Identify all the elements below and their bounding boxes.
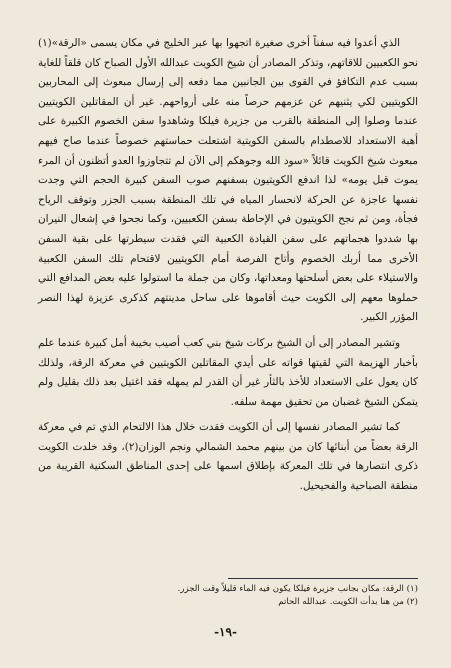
- page-number: -١٩-: [214, 625, 237, 639]
- paragraph-1: الذي أعدوا فيه سفناً أخرى صغيرة اتجهوا بها عبر الخليج في مكان يسمى «الرقة»(١) نحو الكعبيين للاقاتهم، وتذكر المصادر أن شيخ الكويت عبدالله الأول الصباح كان قلقاً للغاية بسبب عدم التكافؤ في القوى بين الجانبين مما دفعه إلى إرسال مبعوث إلى المحاربين الكويتيين لكي يثنيهم عن عزمهم حرصاً منه على أرواحهم. غير أن المقاتلين الكويتيين عندما وصلوا إلى المنطقة بالقرب من جزيرة فيلكا وشاهدوا سفن الخصوم الكبيرة على أهبة الاستعداد للاصطدام بالسفن الكويتية اشتعلت حماستهم خصوصاً عندما صاح فيهم مبعوث شيخ الكويت قائلاً «سود الله وجوهكم إلى الآن لم تتجاوزوا العدو أتظنون أن المرء يموت قبل يومه» لذا اندفع الكويتيون بسفنهم صوب السفن كبيرة الحجم التي وجدت نفسها عاجزة عن الحركة لانحسار المياه في تلك المنطقة بسبب الجزر وتوقف الرياح فجأة، ومن ثم نجح الكويتيون في الإحاطة بسفن الكعبيين، وكما نجحوا في إشعال النيران بها شددوا هجماتهم على سفن القيادة الكعبية التي فقدت سيطرتها على بقية السفن الأخرى مما أربك الخصوم وأتاح الفرصة أمام الكويتيين لاقتحام تلك السفن الكعبية والاستيلاء على بعض أسلحتها ومعداتها، وكان من جملة ما استولوا عليه بعض المدافع التي حملوها معهم إلى الكويت حيث أقاموها على ساحل مدينتهم كذكرى عزيزة لهذا النصر المؤزر الكبير.: [38, 37, 418, 324]
- paragraph-3: كما تشير المصادر نفسها إلى أن الكويت فقدت خلال هذا الالتحام الذي تم في معركة الرقة بعضاً من أبنائها كان من بينهم محمد الشمالي ونجم الوزان(٢)، وقد خلدت الكويت ذكرى انتصارها في تلك المعركة بإطلاق اسمها على إحدى المناطق السكنية القريبة من منطقة الصباحية والفحيحيل.: [38, 421, 418, 493]
- footnote-1: (١) الرقة: مكان بجانب جزيرة فيلكا يكون فيه الماء قليلاً وقت الجزر.: [177, 584, 418, 594]
- page-body-text: [38, 34, 418, 497]
- paragraph-2: وتشير المصادر إلى أن الشيخ بركات شيخ بني كعب أصيب بخيبة أمل كبيرة عندما علم بأخبار الهزيمة التي لقيتها قواته على أيدي المقاتلين الكويتيين في معركة الرقة، ولذلك كان يعول على الاستعداد للأخذ بالثأر غير أن القدر لم يمهله فقد اغتيل بعد ذلك بقليل ولم يتمكن الشيخ غضبان من تحقيق مهمة سلفه.: [38, 336, 418, 408]
- footnote-2: (٢) من هنا بدأت الكويت. عبدالله الحاتم: [278, 597, 418, 607]
- footnote-divider: [228, 578, 418, 579]
- footnotes: [38, 578, 418, 609]
